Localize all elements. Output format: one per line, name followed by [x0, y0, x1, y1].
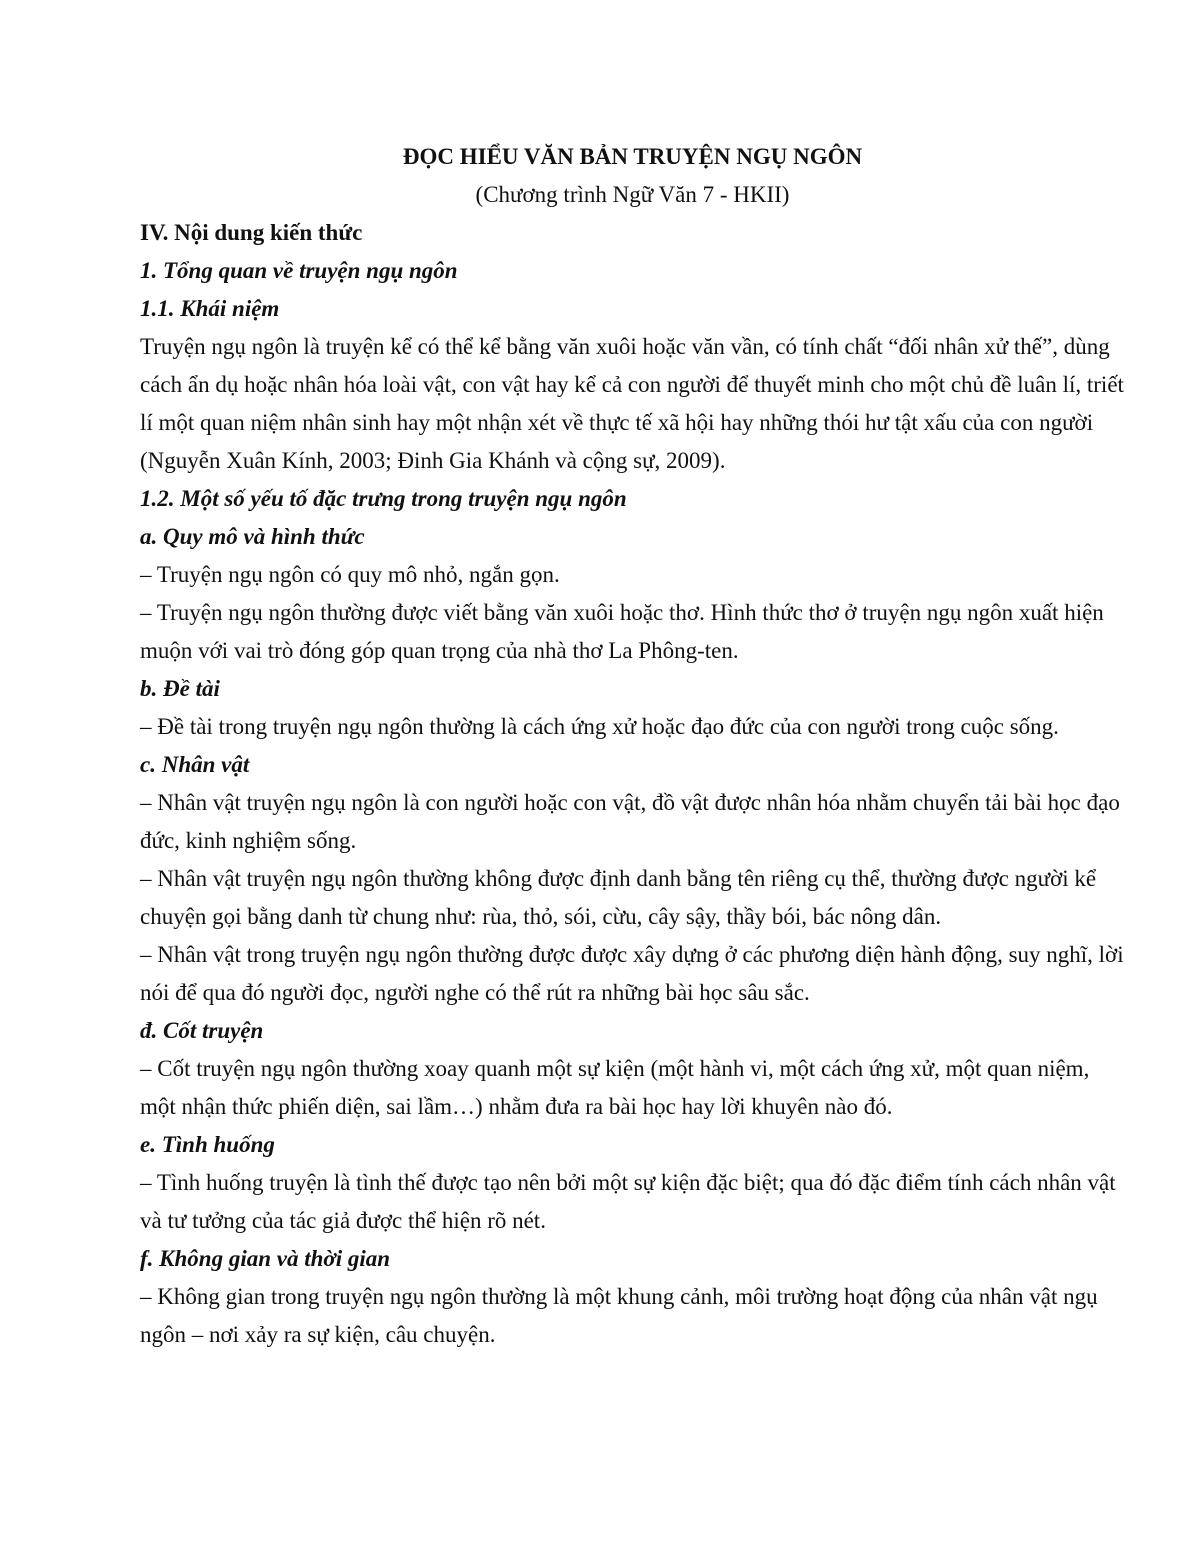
document-title: ĐỌC HIỂU VĂN BẢN TRUYỆN NGỤ NGÔN: [402, 144, 863, 169]
subsection-heading: đ. Cốt truyện: [140, 1018, 264, 1043]
subsection-heading: 1.2. Một số yếu tố đặc trưng trong truyện ngụ ngôn: [140, 486, 627, 511]
paragraph: – Nhân vật truyện ngụ ngôn thường không được định danh bằng tên riêng cụ thể, thường được người kể chuyện gọi bằng danh từ chung như: rùa, thỏ, sói, cừu, cây sậy, thầy bói, bác nông dân.: [140, 866, 1097, 929]
paragraph: – Truyện ngụ ngôn thường được viết bằng văn xuôi hoặc thơ. Hình thức thơ ở truyện ngụ ngôn xuất hiện muộn với vai trò đóng góp quan trọng của nhà thơ La Phông-ten.: [140, 600, 1104, 663]
document-subtitle: (Chương trình Ngữ Văn 7 - HKII): [475, 182, 790, 207]
subsection-heading: e. Tình huống: [140, 1132, 275, 1157]
section-heading: IV. Nội dung kiến thức: [140, 220, 363, 245]
paragraph: – Nhân vật trong truyện ngụ ngôn thường được được xây dựng ở các phương diện hành động, suy nghĩ, lời nói để qua đó người đọc, người nghe có thể rút ra những bài học sâu sắc.: [140, 942, 1124, 1005]
paragraph: – Cốt truyện ngụ ngôn thường xoay quanh một sự kiện (một hành vi, một cách ứng xử, một quan niệm, một nhận thức phiến diện, sai lầm…) nhằm đưa ra bài học hay lời khuyên nào đó.: [140, 1056, 1090, 1119]
subsection-heading: f. Không gian và thời gian: [140, 1246, 391, 1271]
subsection-heading: 1. Tổng quan về truyện ngụ ngôn: [140, 258, 458, 283]
subsection-heading: 1.1. Khái niệm: [140, 296, 280, 321]
paragraph: – Tình huống truyện là tình thế được tạo nên bởi một sự kiện đặc biệt; qua đó đặc điểm tính cách nhân vật và tư tưởng của tác giả được thể hiện rõ nét.: [140, 1170, 1116, 1233]
subsection-heading: b. Đề tài: [140, 676, 220, 701]
paragraph: Truyện ngụ ngôn là truyện kể có thể kể bằng văn xuôi hoặc văn vần, có tính chất “đối nhân xử thế”, dùng cách ẩn dụ hoặc nhân hóa loài vật, con vật hay kể cả con người để thuyết minh cho một chủ đề luân lí, triết lí một quan niệm nhân sinh hay một nhận xét về thực tế xã hội hay những thói hư tật xấu của con người (Nguyễn Xuân Kính, 2003; Đinh Gia Khánh và cộng sự, 2009).: [140, 334, 1124, 473]
paragraph: – Nhân vật truyện ngụ ngôn là con người hoặc con vật, đồ vật được nhân hóa nhằm chuyển tải bài học đạo đức, kinh nghiệm sống.: [140, 790, 1120, 853]
subsection-heading: a. Quy mô và hình thức: [140, 524, 365, 549]
document-page: [140, 138, 1125, 1354]
paragraph: – Truyện ngụ ngôn có quy mô nhỏ, ngắn gọn.: [140, 562, 560, 587]
subsection-heading: c. Nhân vật: [140, 752, 250, 777]
paragraph: – Không gian trong truyện ngụ ngôn thường là một khung cảnh, môi trường hoạt động của nhân vật ngụ ngôn – nơi xảy ra sự kiện, câu chuyện.: [140, 1284, 1098, 1347]
paragraph: – Đề tài trong truyện ngụ ngôn thường là cách ứng xử hoặc đạo đức của con người trong cuộc sống.: [140, 714, 1059, 739]
